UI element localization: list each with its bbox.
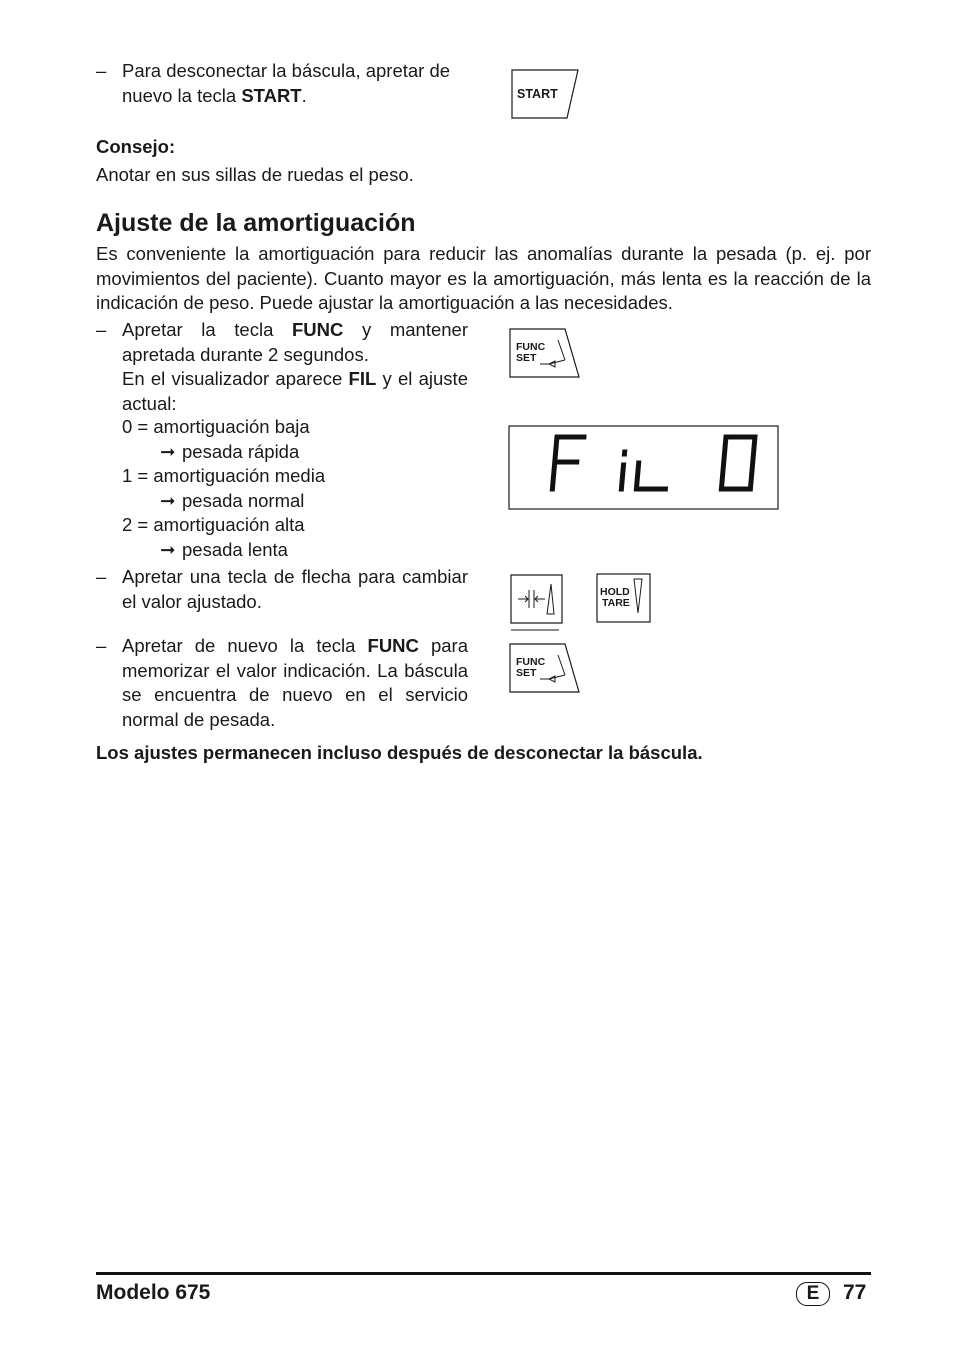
option-item xyxy=(122,513,468,562)
option-result-text: pesada lenta xyxy=(182,538,288,560)
option-item xyxy=(122,464,468,513)
step-1-text-d: En el visualizador aparece xyxy=(122,368,349,389)
step-3-key-func: FUNC xyxy=(367,635,419,656)
list-dash: – xyxy=(96,60,107,81)
set-key-label: SET xyxy=(516,667,537,679)
step-1-text xyxy=(122,318,468,367)
footer-model: Modelo 675 xyxy=(96,1281,211,1304)
option-result-text: pesada rápida xyxy=(182,440,300,462)
start-key-icon xyxy=(511,69,581,121)
intro-item-key-start: START xyxy=(241,84,302,106)
tip-heading: Consejo: xyxy=(96,136,176,157)
list-dash: – xyxy=(96,566,107,587)
intro-item-text-a: Para desconectar la báscula, apretar de nuevo la tecla xyxy=(122,60,451,106)
option-label: 0 = amortiguación baja xyxy=(122,416,310,437)
start-key-label: START xyxy=(517,87,558,101)
step-1-fil: FIL xyxy=(348,368,377,389)
section-title: Ajuste de la amortiguación xyxy=(96,209,416,237)
footer-rule xyxy=(96,1272,871,1275)
hold-key-label: HOLD xyxy=(600,586,630,598)
option-label: 1 = amortiguación media xyxy=(122,465,326,486)
step-3-text-a: Apretar de nuevo la tecla xyxy=(122,635,368,656)
func-set-key-icon xyxy=(509,643,583,695)
step-1-text-f: y el ajuste actual: xyxy=(122,368,468,414)
list-dash: – xyxy=(96,635,107,656)
arrow-right-icon: ➞ xyxy=(160,538,176,560)
option-label: 2 = amortiguación alta xyxy=(122,514,305,535)
step-1-display-text xyxy=(122,367,468,416)
option-list xyxy=(122,415,468,562)
list-dash: – xyxy=(96,319,107,340)
set-key-label: SET xyxy=(516,352,537,364)
func-key-label: FUNC xyxy=(516,656,546,668)
hold-tare-key-icon xyxy=(596,573,654,625)
section-intro: Es conveniente la amortiguación para reducir las anomalías durante la pesada (p. ej. por movimientos del paciente). Cuanto mayor es la amortiguación, más lenta es la reacción de la indicación de peso. Puede ajustar la amortiguación a las necesidades. xyxy=(96,243,871,313)
language-badge xyxy=(796,1282,830,1306)
arrow-key-icon xyxy=(510,574,566,634)
option-item xyxy=(122,415,468,464)
language-badge-label: E xyxy=(806,1283,820,1304)
option-result xyxy=(122,440,468,465)
func-set-key-icon xyxy=(509,328,583,380)
option-result xyxy=(122,489,468,514)
arrow-right-icon: ➞ xyxy=(160,489,176,511)
page-number: 77 xyxy=(843,1281,867,1304)
option-result-text: pesada normal xyxy=(182,489,305,511)
step-1-key-func: FUNC xyxy=(291,319,344,340)
step-1-text-a: Apretar la tecla xyxy=(122,319,292,340)
settings-note: Los ajustes permanecen incluso después de desconectar la báscula. xyxy=(96,742,703,763)
step-3-text xyxy=(122,634,468,732)
intro-item-text-c: . xyxy=(301,84,307,106)
step-3-text-c: para memorizar el valor indicación. La báscula se encuentra de nuevo en el servicio normal de pesada. xyxy=(122,635,469,730)
arrow-right-icon: ➞ xyxy=(160,440,176,462)
option-result xyxy=(122,538,468,563)
tare-key-label: TARE xyxy=(602,597,630,609)
func-key-label: FUNC xyxy=(516,341,546,353)
intro-item-text xyxy=(122,59,468,108)
step-2-text: Apretar una tecla de flecha para cambiar el valor ajustado. xyxy=(122,566,468,612)
lcd-display xyxy=(508,425,780,511)
step-1-text-c: y mantener apretada durante 2 segundos. xyxy=(122,319,468,365)
tip-text: Anotar en sus sillas de ruedas el peso. xyxy=(96,164,414,185)
